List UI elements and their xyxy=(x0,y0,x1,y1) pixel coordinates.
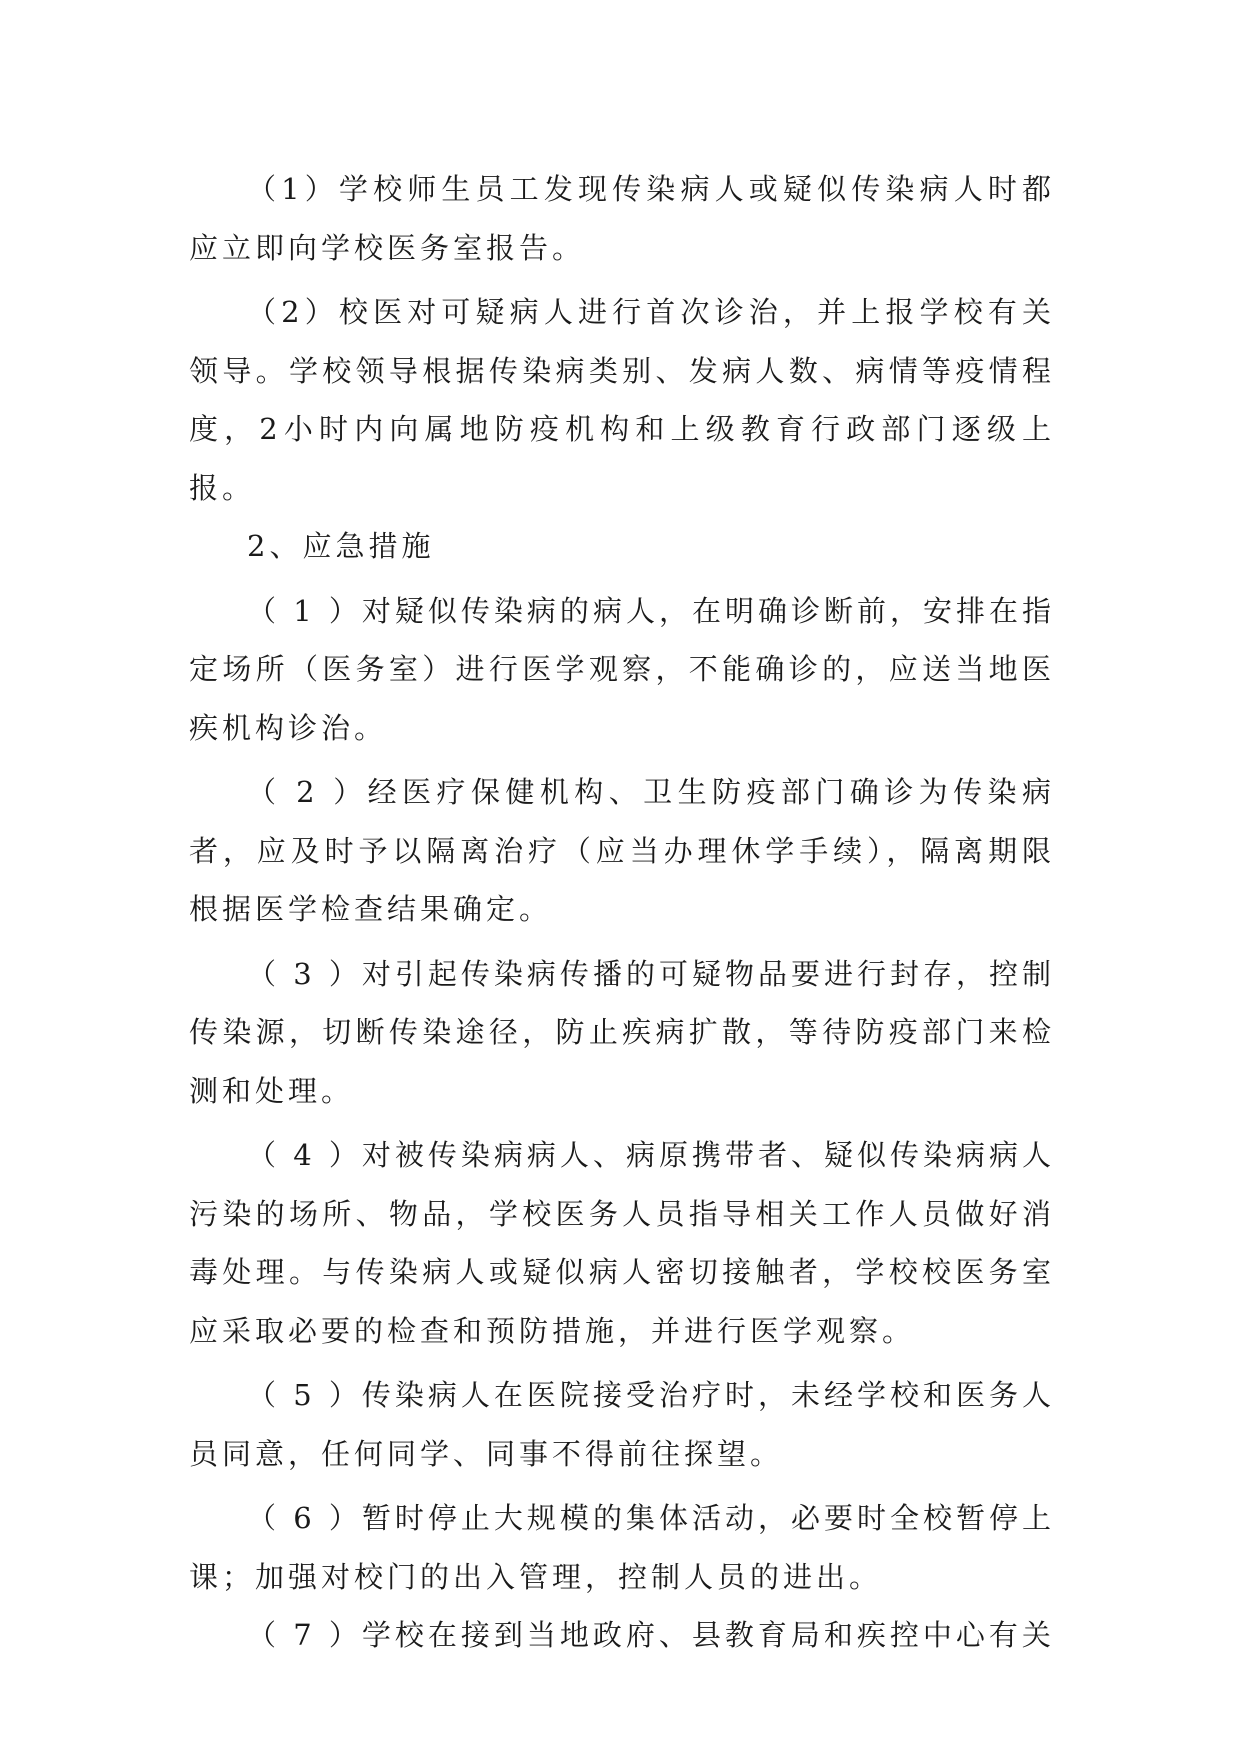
paragraph-report-1: （1）学校师生员工发现传染病人或疑似传染病人时都应立即向学校医务室报告。 xyxy=(189,172,1055,265)
paragraph-measure-5: （ 5 ）传染病人在医院接受治疗时，未经学校和医务人员同意，任何同学、同事不得前往探望。 xyxy=(189,1378,1055,1471)
paragraph-measure-3: （ 3 ）对引起传染病传播的可疑物品要进行封存，控制传染源，切断传染途径，防止疾病扩散，等待防疫部门来检测和处理。 xyxy=(189,956,1055,1108)
paragraph-measure-1: （ 1 ）对疑似传染病的病人，在明确诊断前，安排在指定场所（医务室）进行医学观察，不能确诊的，应送当地医疾机构诊治。 xyxy=(189,593,1055,745)
paragraph-report-2: （2）校医对可疑病人进行首次诊治，并上报学校有关领导。学校领导根据传染病类别、发病人数、病情等疫情程度，2小时内向属地防疫机构和上级教育行政部门逐级上报。 xyxy=(189,295,1055,505)
paragraph-measure-4: （ 4 ）对被传染病病人、病原携带者、疑似传染病病人污染的场所、物品，学校医务人员指导相关工作人员做好消毒处理。与传染病人或疑似病人密切接触者，学校校医务室应采取必要的检查和预防措施，并进行医学观察。 xyxy=(189,1138,1055,1348)
section-heading-emergency-measures: 2、应急措施 xyxy=(247,529,435,563)
paragraph-measure-6: （ 6 ）暂时停止大规模的集体活动，必要时全校暂停上课；加强对校门的出入管理，控制人员的进出。 xyxy=(189,1501,1055,1594)
paragraph-measure-2: （ 2 ）经医疗保健机构、卫生防疫部门确诊为传染病者，应及时予以隔离治疗（应当办理休学手续），隔离期限根据医学检查结果确定。 xyxy=(189,775,1055,926)
paragraph-measure-7: （ 7 ）学校在接到当地政府、县教育局和疾控中心有关 xyxy=(247,1618,1055,1652)
document-body xyxy=(189,160,1055,1671)
